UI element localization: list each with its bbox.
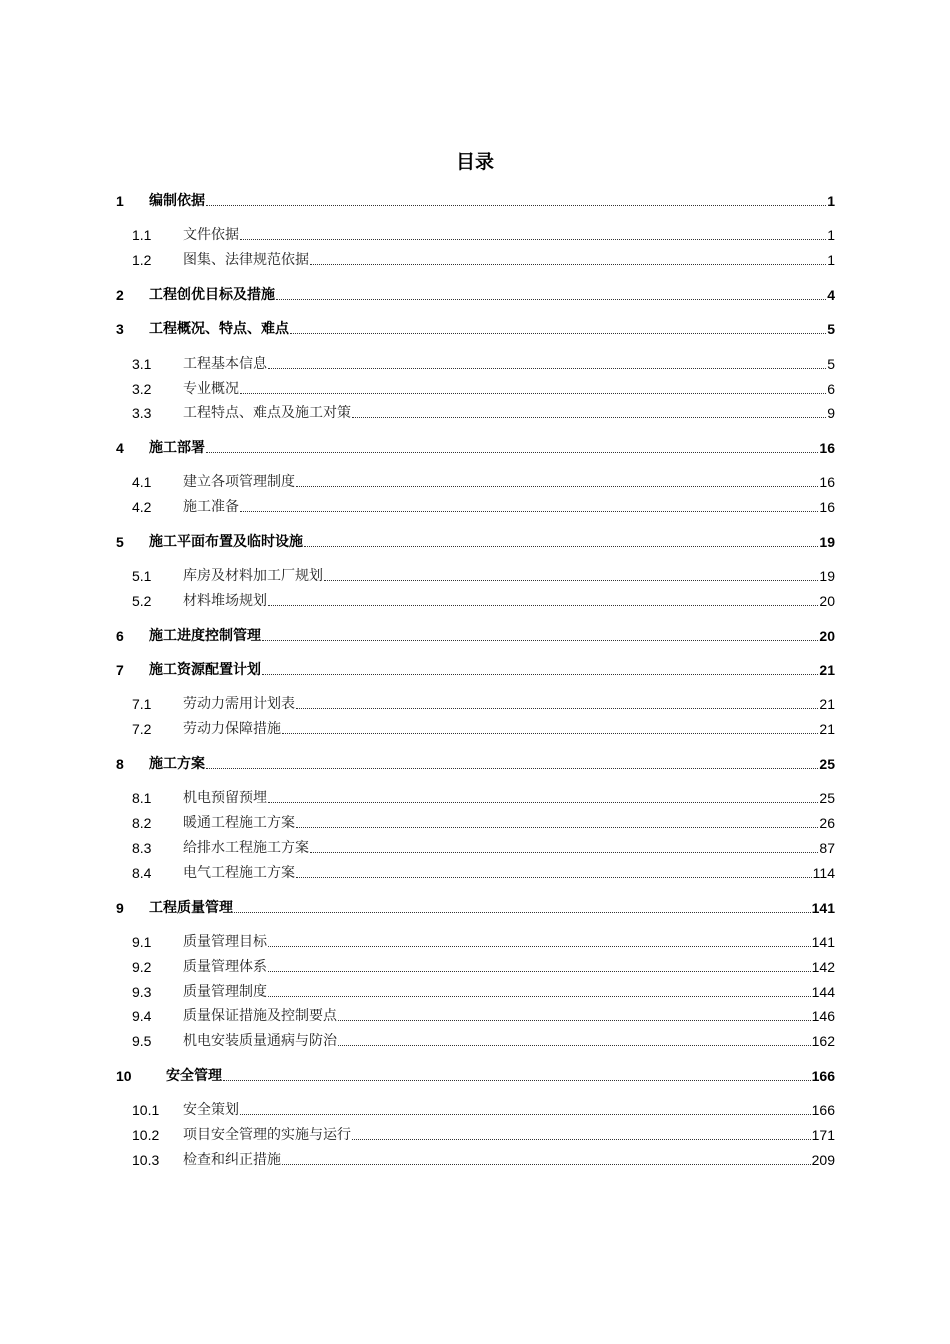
toc-entry-page-number: 141 [811,934,835,950]
toc-entry-section[interactable] [132,837,835,857]
toc-entry-label: 暖通工程施工方案 [183,815,295,831]
toc-entry-chapter[interactable] [116,625,835,645]
dot-leader [268,946,811,947]
toc-entry-page-number: 16 [819,440,835,456]
toc-entry-page-number: 9 [827,405,835,421]
toc-entry-page-number: 87 [819,840,835,856]
toc-entry-chapter[interactable] [116,897,835,917]
toc-entry-number: 7.1 [132,696,152,712]
toc-entry-page-number: 16 [819,474,835,490]
toc-entry-number: 4.2 [132,499,152,515]
toc-entry-number: 3.1 [132,356,152,372]
toc-entry-section[interactable] [132,812,835,832]
dot-leader [262,640,818,641]
toc-entry-number: 1.1 [132,227,152,243]
dot-leader [324,580,818,581]
toc-entry-number: 4 [116,440,124,456]
toc-entry-section[interactable] [132,693,835,713]
toc-entry-page-number: 146 [811,1008,835,1024]
toc-entry-number: 8.2 [132,815,152,831]
toc-entry-section[interactable] [132,378,835,398]
toc-entry-label: 项目安全管理的实施与运行 [183,1127,351,1143]
toc-entry-page-number: 1 [827,227,835,243]
toc-entry-number: 7 [116,662,124,678]
dot-leader [206,205,826,206]
toc-entry-page-number: 26 [819,815,835,831]
toc-entry-section[interactable] [132,249,835,269]
toc-entry-label: 工程质量管理 [149,900,233,916]
toc-entry-number: 9.3 [132,984,152,1000]
toc-entry-page-number: 1 [827,252,835,268]
toc-entry-label: 文件依据 [183,227,239,243]
dot-leader [296,708,818,709]
dot-leader [262,674,818,675]
toc-entry-label: 施工进度控制管理 [149,628,261,644]
toc-entry-label: 工程特点、难点及施工对策 [183,405,351,421]
dot-leader [338,1020,811,1021]
dot-leader [240,1114,811,1115]
dot-leader [296,486,818,487]
toc-entry-label: 电气工程施工方案 [183,865,295,881]
toc-entry-chapter[interactable] [116,531,835,551]
toc-entry-label: 质量管理制度 [183,984,267,1000]
toc-entry-number: 9.1 [132,934,152,950]
toc-entry-page-number: 5 [827,321,835,337]
dot-leader [282,733,818,734]
toc-entry-page-number: 162 [811,1033,835,1049]
dot-leader [296,877,812,878]
toc-entry-number: 7.2 [132,721,152,737]
toc-entry-label: 施工准备 [183,499,239,515]
toc-entry-chapter[interactable] [116,753,835,773]
toc-entry-label: 工程基本信息 [183,356,267,372]
toc-entry-page-number: 21 [819,721,835,737]
dot-leader [268,368,826,369]
toc-entry-number: 3 [116,321,124,337]
dot-leader [352,417,826,418]
toc-entry-section[interactable] [132,862,835,882]
toc-entry-page-number: 1 [827,193,835,209]
toc-entry-page-number: 114 [812,865,835,881]
toc-entry-label: 机电预留预埋 [183,790,267,806]
dot-leader [240,239,826,240]
dot-leader [240,511,818,512]
toc-entry-chapter[interactable] [116,318,835,338]
toc-entry-label: 编制依据 [149,193,205,209]
toc-entry-section[interactable] [132,981,835,1001]
toc-entry-page-number: 21 [819,696,835,712]
dot-leader [310,852,818,853]
toc-entry-label: 质量管理体系 [183,959,267,975]
toc-entry-number: 1 [116,193,124,209]
toc-entry-label: 劳动力需用计划表 [183,696,295,712]
toc-entry-section[interactable] [132,787,835,807]
toc-entry-page-number: 20 [819,593,835,609]
toc-entry-number: 9.5 [132,1033,152,1049]
dot-leader [234,912,811,913]
toc-entry-label: 工程概况、特点、难点 [149,321,289,337]
toc-entry-page-number: 20 [819,628,835,644]
toc-entry-label: 机电安装质量通病与防治 [183,1033,337,1049]
toc-entry-section[interactable] [132,565,835,585]
toc-entry-section[interactable] [132,718,835,738]
toc-entry-label: 图集、法律规范依据 [183,252,309,268]
toc-entry-section[interactable] [132,1099,835,1119]
toc-entry-page-number: 25 [819,756,835,772]
toc-entry-label: 施工资源配置计划 [149,662,261,678]
toc-entry-label: 安全管理 [166,1068,222,1084]
toc-entry-number: 9 [116,900,124,916]
toc-entry-section[interactable] [132,1005,835,1025]
toc-entry-label: 质量管理目标 [183,934,267,950]
toc-entry-label: 安全策划 [183,1102,239,1118]
toc-entry-chapter[interactable] [116,437,835,457]
toc-entry-label: 建立各项管理制度 [183,474,295,490]
toc-title: 目录 [455,151,494,173]
toc-entry-chapter[interactable] [116,659,835,679]
toc-entry-label: 工程创优目标及措施 [149,287,275,303]
dot-leader [206,768,818,769]
toc-entry-number: 6 [116,628,124,644]
toc-entry-page-number: 5 [827,356,835,372]
toc-entry-number: 4.1 [132,474,152,490]
toc-entry-section[interactable] [132,471,835,491]
toc-entry-section[interactable] [132,224,835,244]
toc-entry-number: 8.3 [132,840,152,856]
toc-entry-page-number: 166 [811,1102,835,1118]
toc-entry-section[interactable] [132,496,835,516]
toc-entry-section[interactable] [132,956,835,976]
toc-entry-number: 10.3 [132,1152,160,1168]
toc-entry-label: 施工平面布置及临时设施 [149,534,303,550]
toc-entry-label: 施工部署 [149,440,205,456]
toc-entry-section[interactable] [132,1149,835,1169]
toc-entry-number: 5 [116,534,124,550]
toc-entry-page-number: 19 [819,568,835,584]
toc-entry-page-number: 141 [811,900,835,916]
toc-entry-number: 5.2 [132,593,152,609]
toc-entry-page-number: 19 [819,534,835,550]
toc-entry-page-number: 21 [819,662,835,678]
toc-entry-chapter[interactable] [116,284,835,304]
toc-entry-number: 9.2 [132,959,152,975]
toc-entry-section[interactable] [132,931,835,951]
dot-leader [268,802,818,803]
dot-leader [268,996,811,997]
toc-entry-section[interactable] [132,402,835,422]
dot-leader [268,605,818,606]
dot-leader [290,333,826,334]
toc-entry-number: 1.2 [132,252,152,268]
toc-entry-label: 给排水工程施工方案 [183,840,309,856]
toc-entry-label: 检查和纠正措施 [183,1152,281,1168]
toc-entry-page-number: 171 [811,1127,835,1143]
toc-entry-label: 劳动力保障措施 [183,721,281,737]
dot-leader [240,393,826,394]
dot-leader [223,1080,811,1081]
toc-entry-page-number: 209 [811,1152,835,1168]
toc-entry-label: 施工方案 [149,756,205,772]
toc-entry-section[interactable] [132,590,835,610]
toc-entry-number: 10.1 [132,1102,160,1118]
toc-entry-page-number: 142 [811,959,835,975]
toc-entry-page-number: 6 [827,381,835,397]
toc-entry-chapter[interactable] [116,190,835,210]
toc-entry-number: 3.2 [132,381,152,397]
toc-entry-number: 5.1 [132,568,152,584]
toc-entry-page-number: 4 [827,287,835,303]
toc-entry-number: 8.1 [132,790,152,806]
toc-entry-page-number: 16 [819,499,835,515]
toc-entry-number: 2 [116,287,124,303]
toc-entry-page-number: 166 [811,1068,835,1084]
dot-leader [206,452,818,453]
dot-leader [338,1045,811,1046]
dot-leader [310,264,826,265]
toc-entry-number: 3.3 [132,405,152,421]
toc-entry-label: 材料堆场规划 [183,593,267,609]
toc-entry-page-number: 144 [811,984,835,1000]
dot-leader [304,546,818,547]
toc-entry-section[interactable] [132,353,835,373]
dot-leader [268,971,811,972]
toc-entry-label: 库房及材料加工厂规划 [183,568,323,584]
toc-entry-number: 9.4 [132,1008,152,1024]
toc-entry-page-number: 25 [819,790,835,806]
toc-entry-section[interactable] [132,1124,835,1144]
toc-entry-number: 10.2 [132,1127,160,1143]
dot-leader [282,1164,811,1165]
dot-leader [352,1139,811,1140]
toc-entry-section[interactable] [132,1030,835,1050]
toc-entry-number: 8 [116,756,124,772]
toc-entry-chapter[interactable] [116,1065,835,1085]
toc-entry-number: 10 [116,1068,132,1084]
toc-entry-label: 专业概况 [183,381,239,397]
dot-leader [276,299,826,300]
toc-entry-label: 质量保证措施及控制要点 [183,1008,337,1024]
dot-leader [296,827,818,828]
toc-entry-number: 8.4 [132,865,152,881]
